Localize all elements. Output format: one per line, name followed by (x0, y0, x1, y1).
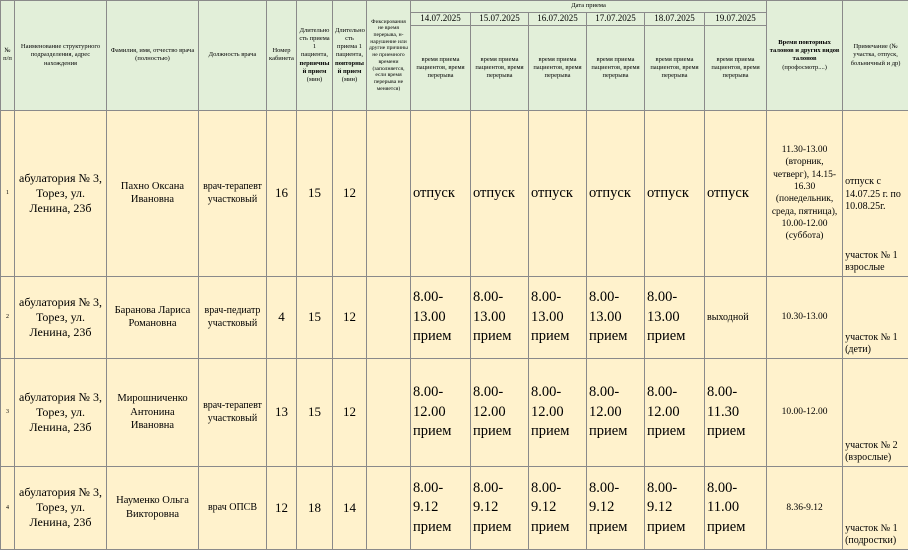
day-line-2: 9.12 (589, 499, 615, 516)
row-fixation (367, 466, 411, 549)
row-dept: абулатория № 3, Торез, ул. Ленина, 23б (15, 466, 107, 549)
row-num: 3 (1, 358, 15, 466)
day-line-1: 8.00- (531, 289, 562, 306)
table-row (1, 276, 908, 358)
header-duration-primary-pre: Длительно сть приема 1 пациента, (299, 27, 330, 59)
header-date-6: 19.07.2025 (705, 13, 767, 26)
header-dept: Наименование структурного подразделения, адрес нахождения (15, 1, 107, 111)
row-cabinet: 12 (267, 466, 297, 549)
day-line-2: 9.12 (473, 499, 499, 516)
day-line-3: прием (473, 518, 512, 535)
header-row-1 (1, 1, 908, 13)
day-line-2: 12.00 (589, 403, 622, 420)
header-date-sub-4: время приема пациентов, время перерыва (587, 25, 645, 110)
header-extra-title: Время повторных талонов и других видов талонов (769, 39, 840, 63)
header-date-3: 16.07.2025 (529, 13, 587, 26)
row-day-6 (705, 276, 767, 358)
row-day-6 (705, 466, 767, 549)
row-day-1 (411, 466, 471, 549)
day-line-1: 8.00- (413, 289, 444, 306)
row-position: врач-педиатр участковый (199, 276, 267, 358)
row-extra: 11.30-13.00 (вторник, четверг), 14.15-16.30 (понедельник, среда, пятница), 10.00-12.00 (суббота) (767, 110, 843, 276)
row-dept: абулатория № 3, Торез, ул. Ленина, 23б (15, 358, 107, 466)
day-line-2: 13.00 (413, 308, 446, 325)
table-row (1, 466, 908, 549)
row-num: 1 (1, 110, 15, 276)
row-day-2 (471, 466, 529, 549)
header-duration-repeat-bold: повторны й прием (335, 59, 364, 75)
day-line-3: прием (589, 423, 628, 440)
header-duration-repeat-pre: Длительно сть приема 1 пациента, (335, 27, 365, 59)
day-line-3: прием (413, 518, 452, 535)
row-note: участок № 1 (подростки) (843, 466, 908, 549)
row-day-2 (471, 110, 529, 276)
row-note-area: участок № 1 взрослые (845, 249, 898, 274)
row-day-4 (587, 466, 645, 549)
header-note: Примечание (№ участка, отпуск, больничный и др) (843, 1, 908, 111)
day-line-1: 8.00- (531, 384, 562, 401)
header-date-5: 18.07.2025 (645, 13, 705, 26)
header-date-4: 17.07.2025 (587, 13, 645, 26)
row-extra: 8.36-9.12 (767, 466, 843, 549)
day-line-1: 8.00- (647, 289, 678, 306)
row-day-2 (471, 276, 529, 358)
day-line-1: отпуск (647, 184, 689, 201)
day-line-2: 12.00 (531, 403, 564, 420)
day-line-2: 9.12 (531, 499, 557, 516)
row-repeat: 14 (333, 466, 367, 549)
row-fio: Мирошниченко Антонина Ивановна (107, 358, 199, 466)
day-line-1: 8.00- (413, 384, 444, 401)
day-line-3: прием (589, 328, 628, 345)
day-line-1: 8.00- (473, 479, 504, 496)
header-cabinet: Номер кабинета (267, 1, 297, 111)
day-line-2: 12.00 (473, 403, 506, 420)
row-primary: 18 (297, 466, 333, 549)
row-note: участок № 1 (дети) (843, 276, 908, 358)
row-primary: 15 (297, 358, 333, 466)
day-line-3: прием (473, 328, 512, 345)
header-date-sub-2: время приема пациентов, время перерыва (471, 25, 529, 110)
row-day-6 (705, 358, 767, 466)
day-line-2: 11.30 (707, 403, 740, 420)
day-line-3: прием (589, 518, 628, 535)
row-day-5 (645, 276, 705, 358)
row-note (843, 110, 908, 276)
header-date-group: Дата приема (411, 1, 767, 13)
header-date-sub-1: время приема пациентов, время перерыва (411, 25, 471, 110)
day-line-3: прием (647, 518, 686, 535)
row-day-2 (471, 358, 529, 466)
row-primary: 15 (297, 276, 333, 358)
row-day-5 (645, 358, 705, 466)
header-fixation: Фиксирования не время перерыва, н-нарушение или другие причины не приемного времени (заполняется, если время перерыва не меняется) (367, 1, 411, 111)
day-line-2: 12.00 (413, 403, 446, 420)
header-date-1: 14.07.2025 (411, 13, 471, 26)
row-cabinet: 4 (267, 276, 297, 358)
day-line-3: прием (473, 423, 512, 440)
day-line-1: 8.00- (473, 384, 504, 401)
row-fixation (367, 276, 411, 358)
day-line-1: 8.00- (707, 479, 738, 496)
day-line-1: отпуск (473, 184, 515, 201)
row-fio: Науменко Ольга Викторовна (107, 466, 199, 549)
header-fio: Фамилия, имя, отчество врача (полностью) (107, 1, 199, 111)
row-position: врач ОПСВ (199, 466, 267, 549)
row-note: участок № 2 (взрослые) (843, 358, 908, 466)
row-dept: абулатория № 3, Торез, ул. Ленина, 23б (15, 110, 107, 276)
row-repeat: 12 (333, 110, 367, 276)
day-line-1: 8.00- (589, 289, 620, 306)
row-cabinet: 13 (267, 358, 297, 466)
day-line-1: 8.00- (647, 384, 678, 401)
header-extra (767, 1, 843, 111)
header-duration-repeat (333, 1, 367, 111)
row-day-1 (411, 276, 471, 358)
row-day-3 (529, 110, 587, 276)
day-line-2: 12.00 (647, 403, 680, 420)
day-line-2: 13.00 (589, 308, 622, 325)
day-line-2: 11.00 (707, 499, 740, 516)
day-line-1: выходной (707, 311, 749, 323)
day-line-3: прием (707, 518, 746, 535)
day-line-1: 8.00- (589, 479, 620, 496)
day-line-3: прием (531, 518, 570, 535)
row-day-1 (411, 110, 471, 276)
day-line-2: 13.00 (473, 308, 506, 325)
row-primary: 15 (297, 110, 333, 276)
row-note-top: отпуск с 14.07.25 г. по 10.08.25г. (845, 176, 901, 213)
day-line-3: прием (531, 328, 570, 345)
day-line-3: прием (707, 423, 746, 440)
header-duration-primary (297, 1, 333, 111)
row-day-1 (411, 358, 471, 466)
day-line-1: 8.00- (647, 479, 678, 496)
row-fixation (367, 358, 411, 466)
day-line-1: 8.00- (531, 479, 562, 496)
row-num: 4 (1, 466, 15, 549)
day-line-1: 8.00- (707, 384, 738, 401)
row-num: 2 (1, 276, 15, 358)
day-line-2: 13.00 (647, 308, 680, 325)
row-day-5 (645, 466, 705, 549)
row-repeat: 12 (333, 358, 367, 466)
day-line-1: отпуск (707, 184, 749, 201)
row-day-3 (529, 358, 587, 466)
day-line-1: отпуск (413, 184, 455, 201)
row-extra: 10.00-12.00 (767, 358, 843, 466)
header-extra-sub: (профосмотр....) (782, 63, 827, 71)
row-day-4 (587, 358, 645, 466)
row-day-3 (529, 276, 587, 358)
day-line-1: отпуск (589, 184, 631, 201)
day-line-3: прием (413, 328, 452, 345)
row-cabinet: 16 (267, 110, 297, 276)
day-line-2: 9.12 (647, 499, 673, 516)
row-position: врач-терапевт участковый (199, 110, 267, 276)
header-date-sub-3: время приема пациентов, время перерыва (529, 25, 587, 110)
row-extra: 10.30-13.00 (767, 276, 843, 358)
header-date-sub-5: время приема пациентов, время перерыва (645, 25, 705, 110)
header-position: Должность врача (199, 1, 267, 111)
row-fio: Баранова Лариса Романовна (107, 276, 199, 358)
header-duration-primary-bold: первичны й прием (299, 59, 330, 75)
row-day-4 (587, 110, 645, 276)
header-date-2: 15.07.2025 (471, 13, 529, 26)
day-line-2: 13.00 (531, 308, 564, 325)
day-line-1: 8.00- (413, 479, 444, 496)
row-day-4 (587, 276, 645, 358)
day-line-3: прием (647, 423, 686, 440)
header-num: № п/п (1, 1, 15, 111)
header-duration-primary-post: (мин) (306, 75, 323, 83)
row-repeat: 12 (333, 276, 367, 358)
day-line-1: 8.00- (473, 289, 504, 306)
row-fio: Пахно Оксана Ивановна (107, 110, 199, 276)
row-fixation (367, 110, 411, 276)
table-row (1, 110, 908, 276)
day-line-2: 9.12 (413, 499, 439, 516)
day-line-1: отпуск (531, 184, 573, 201)
day-line-1: 8.00- (589, 384, 620, 401)
row-day-3 (529, 466, 587, 549)
day-line-3: прием (647, 328, 686, 345)
day-line-3: прием (531, 423, 570, 440)
row-dept: абулатория № 3, Торез, ул. Ленина, 23б (15, 276, 107, 358)
row-position: врач-терапевт участковый (199, 358, 267, 466)
row-day-6 (705, 110, 767, 276)
row-day-5 (645, 110, 705, 276)
day-line-3: прием (413, 423, 452, 440)
header-duration-repeat-post: (мин) (341, 75, 358, 83)
header-date-sub-6: время приема пациентов, время перерыва (705, 25, 767, 110)
table-row (1, 358, 908, 466)
